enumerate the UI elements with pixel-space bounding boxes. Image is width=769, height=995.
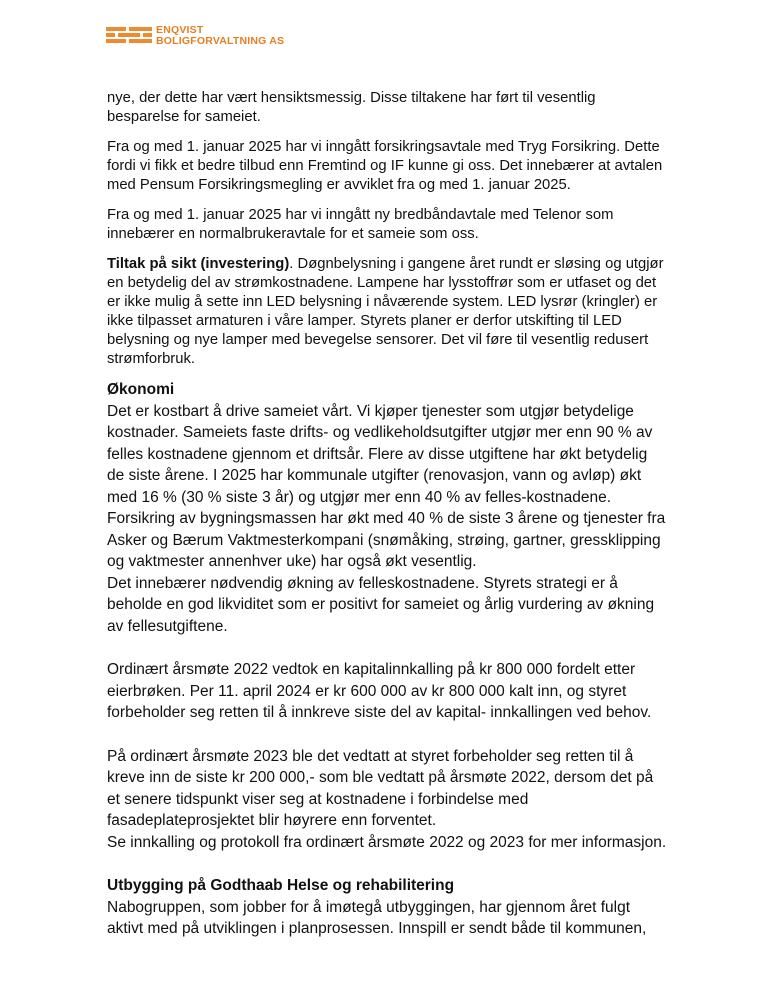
logo-line-1: ENQVIST [156, 24, 204, 36]
paragraph-strategy: Det innebærer nødvendig økning av felleskostnadene. Styrets strategi er å beholde en god likviditet som er positivt for sameiet og årlig vurdering av økning av fellesutgiftene. [107, 574, 655, 635]
paragraph-neighbour-group: Nabogruppen, som jobber for å imøtegå utbyggingen, har gjennom året fulgt aktivt med på utviklingen i planprosessen. Innspill er sendt både til kommunen, [107, 898, 647, 937]
logo-text [156, 25, 284, 46]
heading-utbygging: Utbygging på Godthaab Helse og rehabilitering [107, 877, 455, 894]
paragraph-capital-2022: Ordinært årsmøte 2022 vedtok en kapitalinnkalling på kr 800 000 fordelt etter eierbrøken. Per 11. april 2024 er kr 600 000 av kr 800 000 kalt inn, og styret forbeholder seg retten til å innkreve siste del av kapital- innkallingen ved behov. [107, 661, 652, 721]
paragraph-insurance: Fra og med 1. januar 2025 har vi inngått forsikringsavtale med Tryg Forsikring. Dette fordi vi fikk et bedre tilbud enn Fremtind og IF kunne gi oss. Det innebærer at avtalen med Pensum Forsikringsmegling er avviklet fra og med 1. januar 2025. [107, 139, 663, 193]
logo-mark-icon [106, 26, 152, 44]
heading-okonomi: Økonomi [107, 381, 175, 398]
paragraph-savings: nye, der dette har vært hensiktsmessig. Disse tiltakene har ført til vesentlig besparelse for sameiet. [107, 90, 596, 125]
paragraph-led-investment [107, 255, 667, 369]
led-investment-text: . Døgnbelysning i gangene året rundt er sløsing og utgjør en betydelig del av strømkostnadene. Lampene har lysstoffrør som er utfaset og det er ikke mulig å sette inn LED belysning i nåværende system. LED lysrør (kringler) er ikke tilpasset armaturen i våre lamper. Styrets planer er derfor utskifting til LED belysning og nye lamper med bevegelse sensorer. Det vil føre til vesentlig redusert strømforbruk. [107, 256, 664, 367]
paragraph-economy: Det er kostbart å drive sameiet vårt. Vi kjøper tjenester som utgjør betydelige kostnader. Sameiets faste drifts- og vedlikeholdsutgifter utgjør mer enn 90 % av felles kostnadene gjennom et driftsår. Flere av disse utgiftene har økt betydelig de siste årene. I 2025 har kommunale utgifter (renovasjon, vann og avløp) økt med 16 % (30 % siste 3 år) og utgjør mer enn 40 % av felles-kostnadene. Forsikring av bygningsmassen har økt med 40 % de siste 3 årene og tjenester fra Asker og Bærum Vaktmesterkompani (snømåking, strøing, gartner, gressklipping og vaktmester annenhver uke) har også økt vesentlig. [107, 402, 666, 570]
logo-line-2: BOLIGFORVALTNING AS [156, 34, 285, 47]
paragraph-capital-2023: På ordinært årsmøte 2023 ble det vedtatt at styret forbeholder seg retten til å kreve inn de siste kr 200 000,- som ble vedtatt på årsmøte 2022, dersom det på et senere tidspunkt viser seg at kostnadene i forbindelse med fasadeplateprosjektet blir høyrere enn forventet. [107, 747, 654, 829]
document-body [107, 89, 667, 940]
led-investment-heading: Tiltak på sikt (investering) [107, 256, 290, 272]
paragraph-broadband: Fra og med 1. januar 2025 har vi inngått ny bredbåndavtale med Telenor som innebærer en normalbrukeravtale for et sameie som oss. [107, 207, 614, 242]
paragraph-see-minutes: Se innkalling og protokoll fra ordinært årsmøte 2022 og 2023 for mer informasjon. [107, 833, 667, 851]
